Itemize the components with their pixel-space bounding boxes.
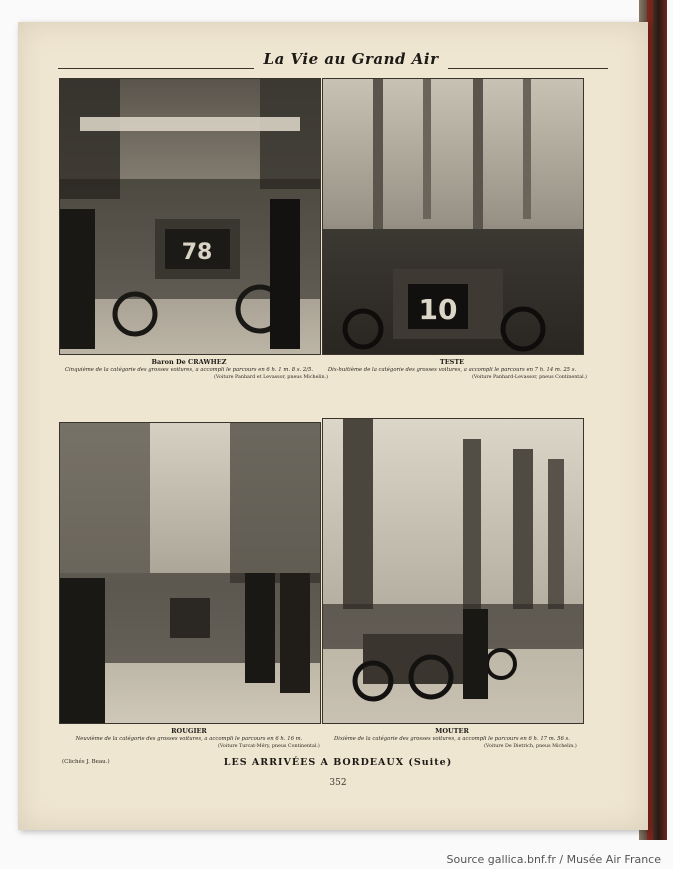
photo-crawhez-image	[60, 79, 320, 354]
section-title-suffix: (Suite)	[408, 757, 453, 768]
masthead-rule-right	[448, 68, 608, 69]
masthead-rule-left	[58, 68, 254, 69]
page-number: 352	[329, 778, 347, 788]
magazine-page	[18, 22, 648, 830]
photo-credit-cliches: (Clichés J. Beau.)	[62, 759, 110, 765]
photo-rougier-image	[60, 423, 320, 723]
masthead-title: La Vie au Grand Air	[263, 50, 439, 68]
caption-credit-mouter: (Voiture De Dietrich, pneus Michelin.)	[484, 744, 577, 749]
photo-crawhez	[59, 78, 321, 355]
car-number-78: 78	[181, 240, 213, 265]
caption-desc-mouter: Dixième de la catégorie des grosses voitures, a accompli le parcours en 6 h. 17 m. 56 s.	[334, 736, 570, 742]
caption-name-mouter: MOUTER	[435, 727, 469, 735]
caption-desc-crawhez: Cinquième de la catégorie des grosses voitures, a accompli le parcours en 6 h. 1 m. 8 s. 2/5.	[64, 367, 314, 373]
section-title-main: LES ARRIVÉES A BORDEAUX	[223, 757, 405, 768]
caption-name-teste: TESTE	[439, 358, 465, 366]
photo-teste-image	[323, 79, 583, 354]
photo-teste	[322, 78, 584, 355]
source-credit: Source gallica.bnf.fr / Musée Air France	[446, 853, 661, 866]
caption-credit-rougier: (Voiture Turcat-Méry, pneus Continental.)	[218, 744, 320, 749]
photo-mouter	[322, 418, 584, 724]
section-title	[188, 757, 488, 768]
caption-name-rougier: ROUGIER	[171, 727, 207, 735]
caption-desc-teste: Dix-huitième de la catégorie des grosses voitures, a accompli le parcours en 7 h. 14 m. 25 s.	[327, 367, 577, 373]
caption-name-crawhez: Baron De CRAWHEZ	[151, 358, 227, 366]
car-number-10: 10	[418, 293, 458, 326]
caption-credit-teste: (Voiture Panhard-Levassor, pneus Continental.)	[472, 375, 588, 380]
photo-mouter-image	[323, 419, 583, 723]
caption-desc-rougier: Neuvième de la catégorie des grosses voitures, a accompli le parcours en 6 h. 16 m.	[75, 736, 303, 742]
photo-rougier	[59, 422, 321, 724]
caption-credit-crawhez: (Voiture Panhard et Levassor, pneus Michelin.)	[214, 375, 328, 380]
